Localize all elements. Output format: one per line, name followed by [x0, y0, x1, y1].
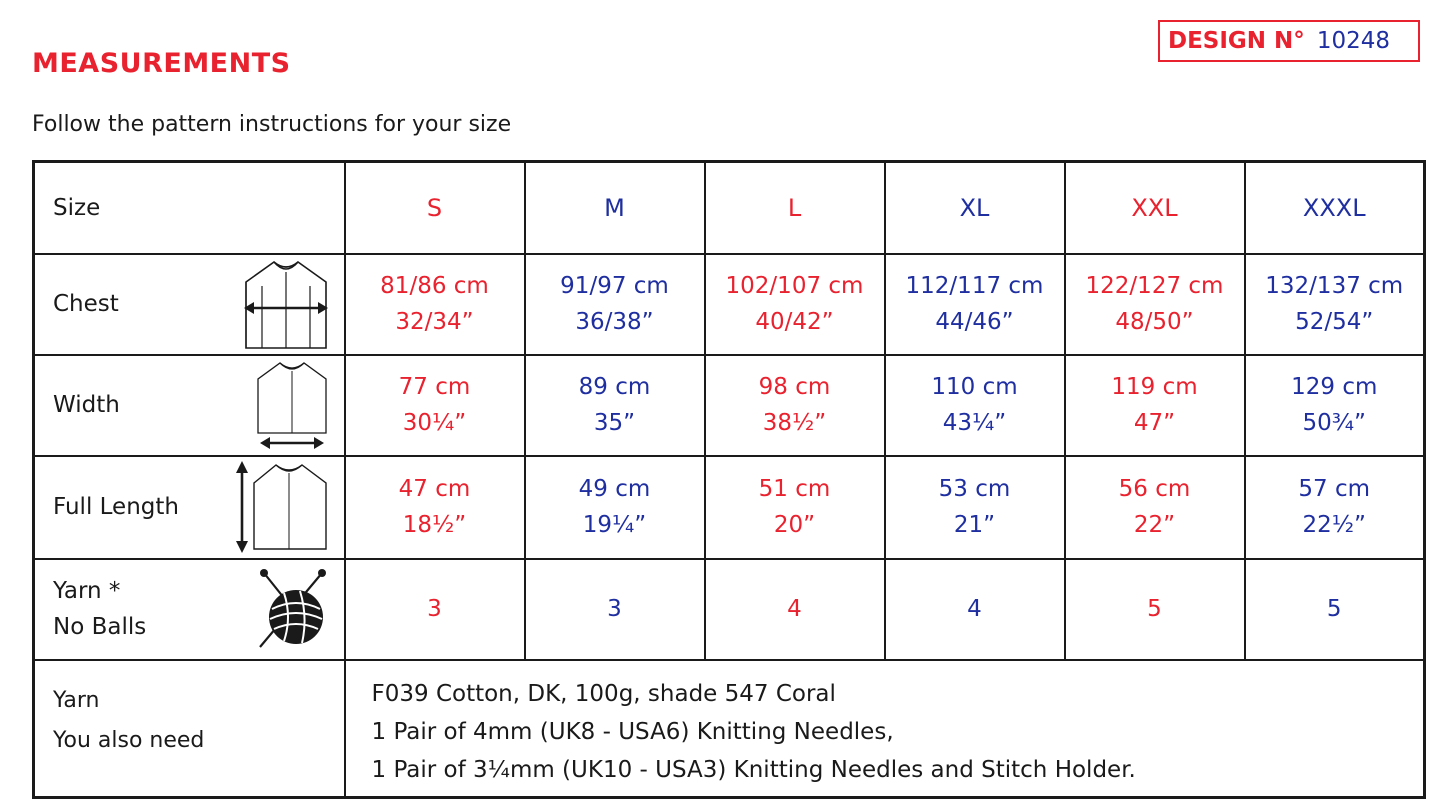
length-row: [34, 456, 1425, 559]
chest-xl: 112/117 cm 44/46”: [885, 254, 1065, 355]
size-l: L: [705, 162, 885, 254]
yarn-balls-row: [34, 559, 1425, 660]
balls-s: 3: [345, 559, 525, 660]
chest-s: 81/86 cm 32/34”: [345, 254, 525, 355]
chest-l: 102/107 cm 40/42”: [705, 254, 885, 355]
size-header-row: [34, 162, 1425, 254]
width-l: 98 cm 38½”: [705, 355, 885, 456]
width-xxxl: 129 cm 50¾”: [1245, 355, 1425, 456]
size-label-cell: [34, 162, 345, 254]
length-s: 47 cm 18½”: [345, 456, 525, 559]
size-xxl: XXL: [1065, 162, 1245, 254]
width-label-cell: [34, 355, 345, 456]
balls-m: 3: [525, 559, 705, 660]
materials-label-cell: [34, 660, 345, 798]
width-m: 89 cm 35”: [525, 355, 705, 456]
balls-l: 4: [705, 559, 885, 660]
chest-label: Chest: [53, 291, 119, 317]
chest-row: [34, 254, 1425, 355]
length-label: Full Length: [53, 494, 179, 520]
chest-m: 91/97 cm 36/38”: [525, 254, 705, 355]
instructions-subtitle: Follow the pattern instructions for your size: [32, 112, 512, 137]
design-label: DESIGN N°: [1168, 28, 1305, 54]
length-xxxl: 57 cm 22½”: [1245, 456, 1425, 559]
chest-label-cell: [34, 254, 345, 355]
width-xxl: 119 cm 47”: [1065, 355, 1245, 456]
size-s: S: [345, 162, 525, 254]
size-label: Size: [53, 194, 101, 221]
balls-xl: 4: [885, 559, 1065, 660]
size-xl: XL: [885, 162, 1065, 254]
length-m: 49 cm 19¼”: [525, 456, 705, 559]
yarn-balls-label: Yarn * No Balls: [53, 578, 147, 640]
chest-xxl: 122/127 cm 48/50”: [1065, 254, 1245, 355]
balls-xxl: 5: [1065, 559, 1245, 660]
width-measure-icon: [252, 357, 332, 453]
measurements-table: [32, 160, 1426, 799]
width-row: [34, 355, 1425, 456]
also-need-label: You also need: [53, 727, 205, 753]
balls-xxxl: 5: [1245, 559, 1425, 660]
width-s: 77 cm 30¼”: [345, 355, 525, 456]
materials-row: [34, 660, 1425, 798]
needles-line-1: 1 Pair of 4mm (UK8 - USA6) Knitting Needles,: [371, 718, 894, 745]
yarn-ball-icon: [256, 567, 332, 651]
size-xxxl: XXXL: [1245, 162, 1425, 254]
materials-text-cell: [345, 660, 1425, 798]
chest-measure-icon: [240, 256, 332, 352]
length-measure-icon: [232, 459, 332, 555]
page-title: MEASUREMENTS: [32, 48, 291, 79]
length-xxl: 56 cm 22”: [1065, 456, 1245, 559]
yarn-description: F039 Cotton, DK, 100g, shade 547 Coral: [371, 680, 836, 707]
chest-xxxl: 132/137 cm 52/54”: [1245, 254, 1425, 355]
length-xl: 53 cm 21”: [885, 456, 1065, 559]
length-label-cell: [34, 456, 345, 559]
length-l: 51 cm 20”: [705, 456, 885, 559]
width-label: Width: [53, 392, 120, 418]
width-xl: 110 cm 43¼”: [885, 355, 1065, 456]
yarn-label: Yarn: [53, 687, 100, 713]
design-number: 10248: [1316, 28, 1390, 54]
yarn-balls-label-cell: [34, 559, 345, 660]
needles-line-2: 1 Pair of 3¼mm (UK10 - USA3) Knitting Needles and Stitch Holder.: [371, 756, 1136, 783]
design-number-box: [1158, 20, 1420, 62]
size-m: M: [525, 162, 705, 254]
